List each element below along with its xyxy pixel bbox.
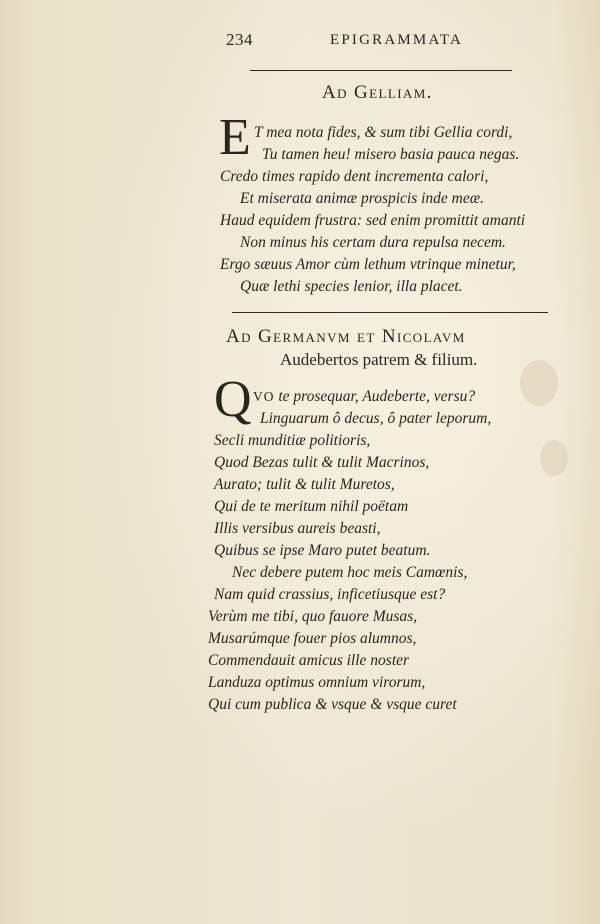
poem2-line-3: Secli munditiæ politioris, — [214, 432, 371, 449]
poem2-line-6: Qui de te meritum nihil poëtam — [214, 498, 409, 515]
poem2-subtitle: Audebertos patrem & filium. — [280, 350, 478, 369]
poem2-line-11: Verùm me tibi, quo fauore Musas, — [208, 608, 418, 625]
section-rule — [232, 312, 548, 313]
poem1-line-7: Ergo sæuus Amor cùm lethum vtrinque minetur, — [220, 256, 516, 273]
poem2-line-13: Commendauit amicus ille noster — [208, 652, 410, 669]
poem1-title: Ad Gelliam. — [322, 82, 433, 103]
running-head: EPIGRAMMATA — [330, 32, 464, 48]
poem1-line-1: T mea nota fides, & sum tibi Gellia cordi, — [254, 124, 513, 141]
poem2-line-7: Illis versibus aureis beasti, — [214, 520, 381, 537]
poem1-line-3: Credo times rapido dent incrementa calori, — [220, 168, 489, 185]
poem2-line-14: Landuza optimus omnium virorum, — [208, 674, 426, 691]
page-number: 234 — [226, 30, 253, 49]
poem1-line-8: Quæ lethi species lenior, illa placet. — [240, 278, 463, 295]
poem2-line-12: Musarúmque fouer pios alumnos, — [208, 630, 417, 647]
poem1-drop-cap: E — [219, 109, 251, 166]
poem1-line-6: Non minus his certam dura repulsa necem. — [240, 234, 506, 251]
poem1-line-4: Et miserata animæ prospicis inde meæ. — [240, 190, 484, 207]
paper-stain — [540, 440, 568, 476]
poem2-line-10: Nam quid crassius, inficetiusque est? — [214, 586, 446, 603]
poem2-line-2: Linguarum ô decus, ô pater leporum, — [260, 410, 492, 427]
poem2-line-1-text: te prosequar, Audeberte, versu? — [278, 388, 476, 405]
poem2-line-9: Nec debere putem hoc meis Camœnis, — [232, 564, 468, 581]
poem1-line-5: Haud equidem frustra: sed enim promittit amanti — [220, 212, 526, 229]
poem2-line-4: Quod Bezas tulit & tulit Macrinos, — [214, 454, 430, 471]
poem2-first-word-caps: VO — [253, 389, 275, 404]
poem2-title: Ad Germanvm et Nicolavm — [226, 326, 466, 347]
header-rule — [250, 70, 512, 71]
poem2-drop-cap: Q — [214, 371, 252, 428]
paper-stain — [520, 360, 558, 406]
poem2-line-1 — [253, 386, 475, 408]
page-header — [226, 30, 556, 54]
poem1-line-2: Tu tamen heu! misero basia pauca negas. — [262, 146, 520, 163]
poem2-line-5: Aurato; tulit & tulit Muretos, — [214, 476, 395, 493]
poem2-line-15: Qui cum publica & vsque & vsque curet — [208, 696, 457, 713]
poem2-line-8: Quibus se ipse Maro putet beatum. — [214, 542, 431, 559]
